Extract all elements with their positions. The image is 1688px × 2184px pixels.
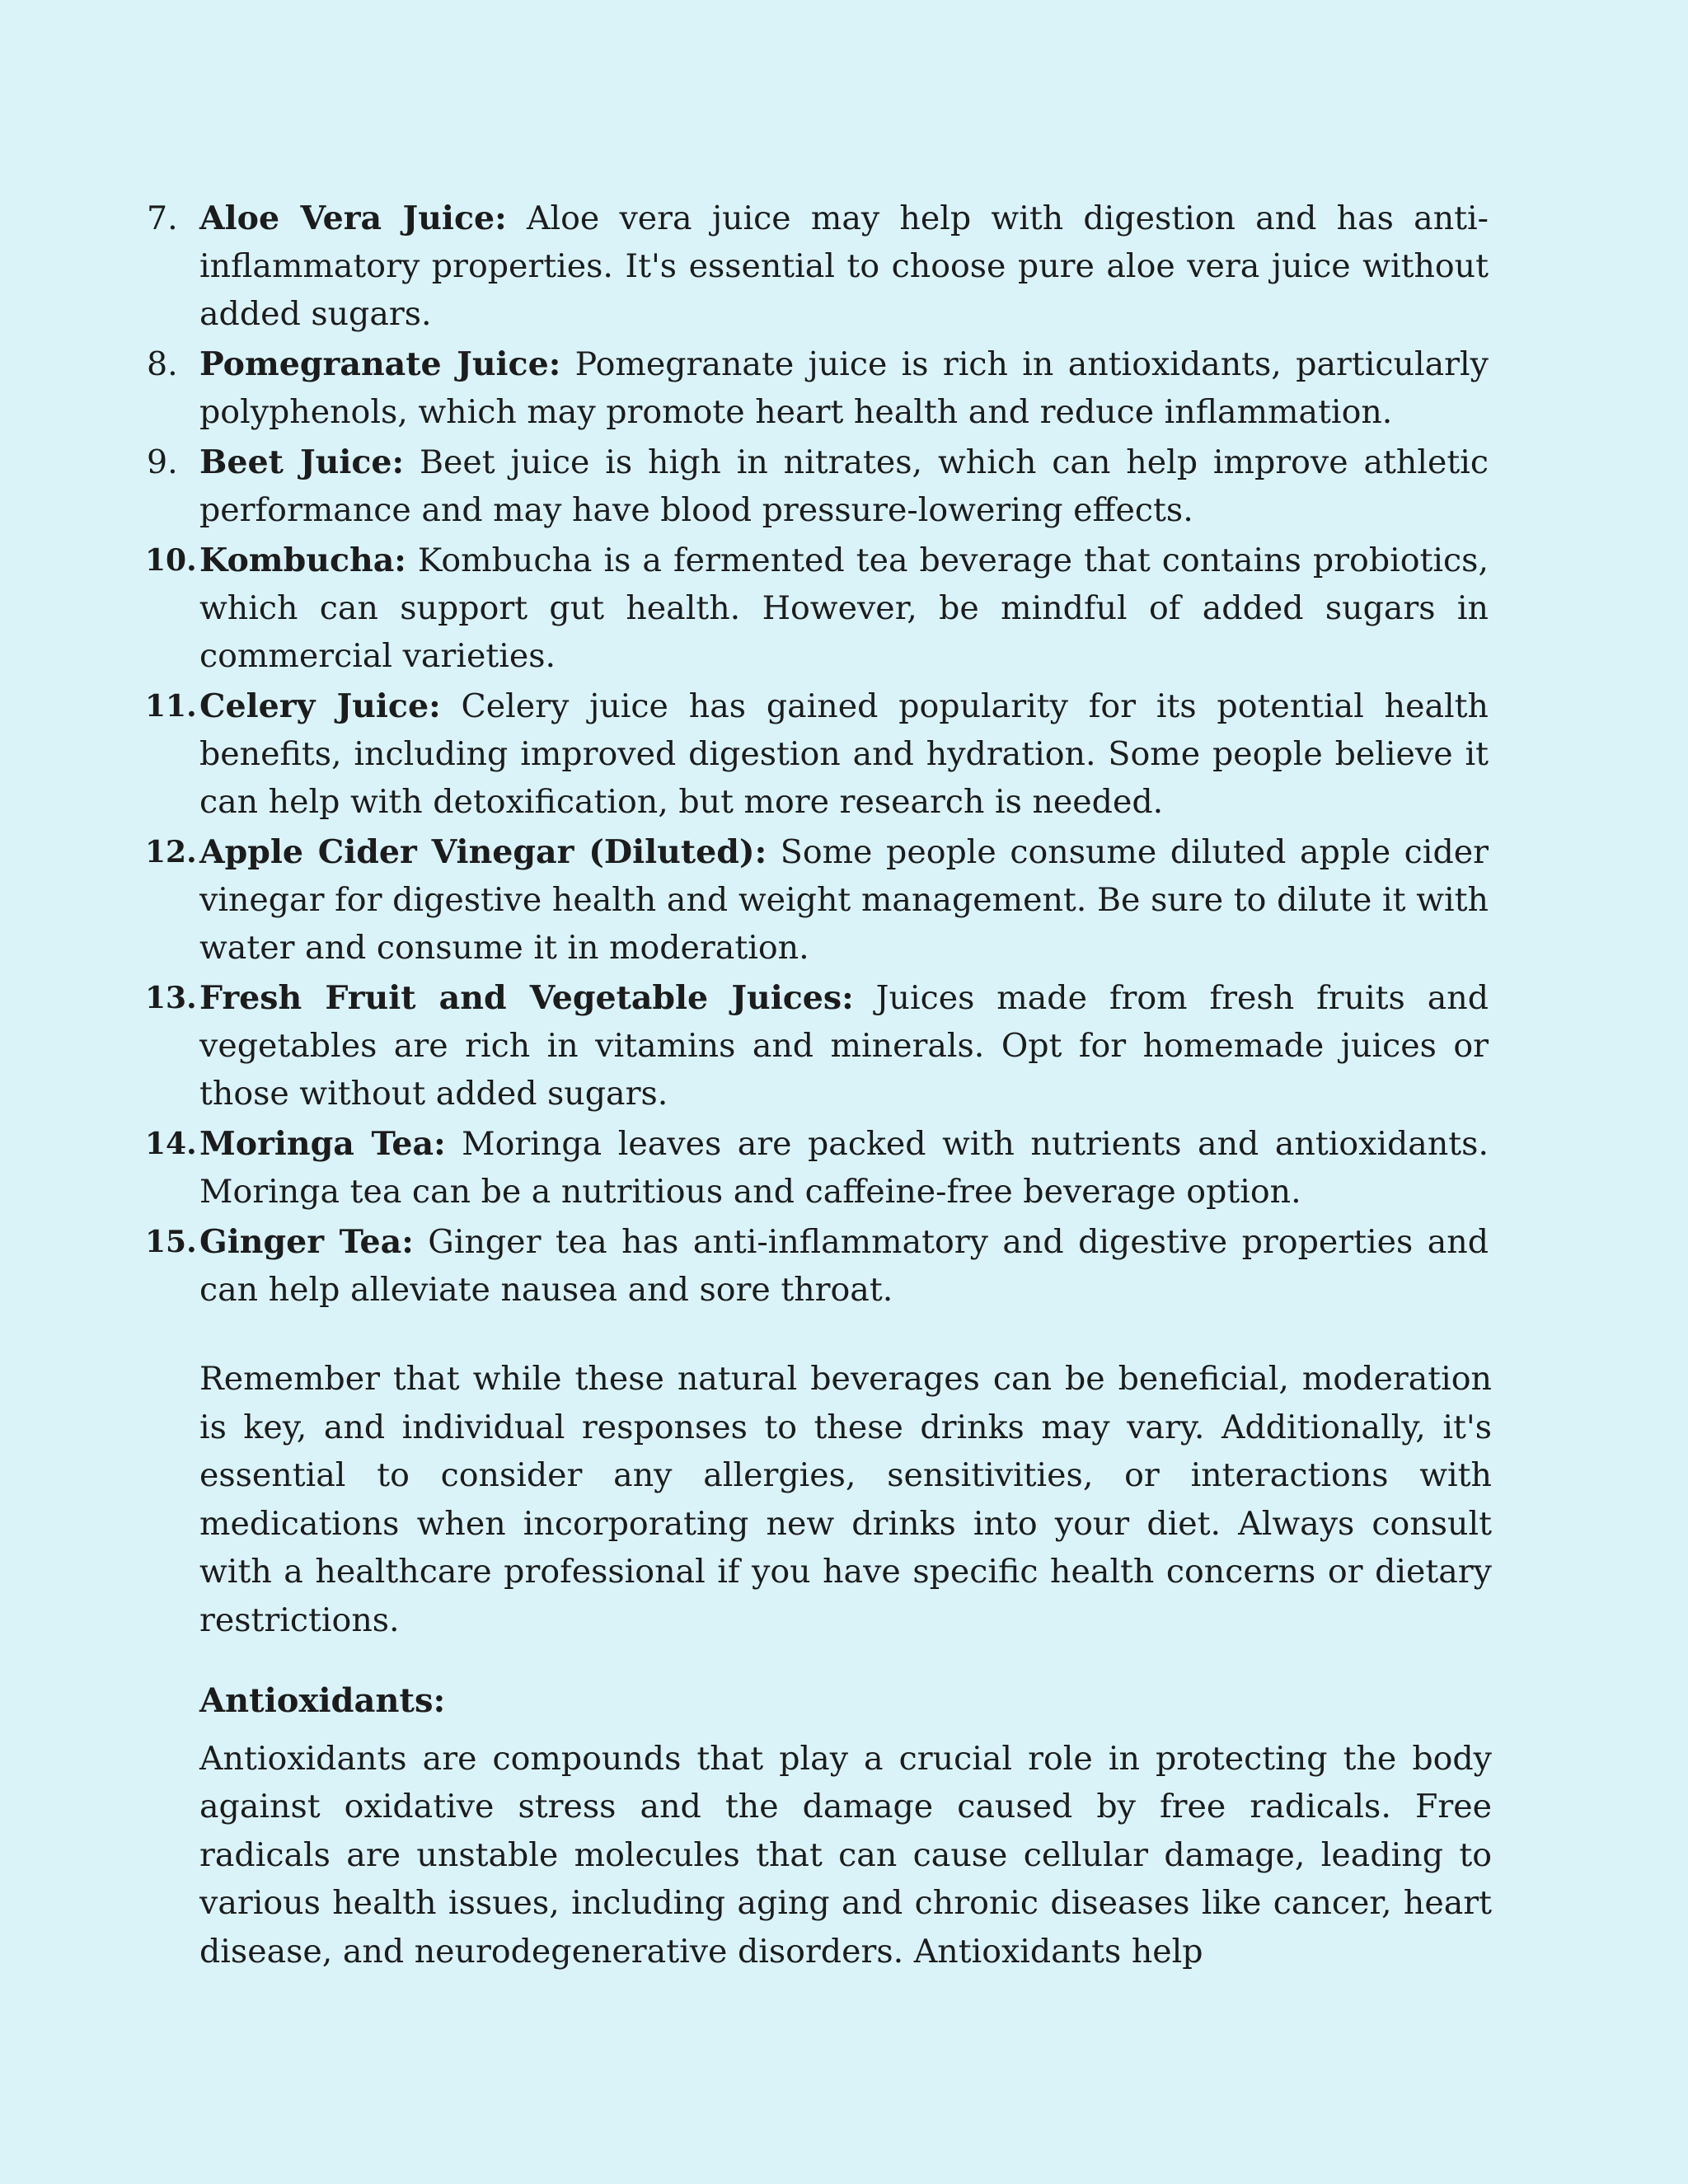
- list-item-number: 10.: [145, 543, 197, 578]
- list-item: [147, 194, 1489, 338]
- list-item-text: Beet juice is high in nitrates, which can help improve athletic performance and may have blood pressure-lowering effects.: [199, 443, 1489, 529]
- list-item-number: 11.: [145, 689, 197, 724]
- list-item-number: 9.: [147, 443, 178, 481]
- list-item-text: Ginger tea has anti-inflammatory and digestive properties and can help alleviate nausea and sore throat.: [199, 1223, 1489, 1309]
- list-item-term: Kombucha:: [199, 541, 406, 579]
- list-item-term: Apple Cider Vinegar (Diluted):: [199, 833, 767, 871]
- list-item-term: Beet Juice:: [199, 443, 405, 481]
- list-item: [145, 1120, 1489, 1216]
- antioxidants-paragraph: Antioxidants are compounds that play a crucial role in protecting the body against oxidative stress and the damage caused by free radicals. Free radicals are unstable molecules that can cause cellular damage, leading to various health issues, including aging and chronic diseases like cancer, heart disease, and neurodegenerative disorders. Antioxidants help: [199, 1739, 1492, 1971]
- list-item: [147, 438, 1489, 534]
- remember-paragraph: Remember that while these natural beverages can be beneficial, moderation is key, and individual responses to these drinks may vary. Additionally, it's essential to consider any allergies, sensitivities, or interactions with medications when incorporating new drinks into your diet. Always consult with a healthcare professional if you have specific health concerns or dietary restrictions.: [199, 1360, 1492, 1639]
- list-item-text: Juices made from fresh fruits and vegetables are rich in vitamins and minerals. Opt for homemade juices or those without added sugars.: [199, 979, 1489, 1113]
- list-item-term: Aloe Vera Juice:: [199, 199, 507, 237]
- list-item-text: Celery juice has gained popularity for its potential health benefits, including improved digestion and hydration. Some people believe it can help with detoxification, but more research is needed.: [199, 687, 1489, 821]
- list-item: [145, 828, 1489, 972]
- list-item: [147, 340, 1489, 436]
- list-item-term: Celery Juice:: [199, 687, 441, 725]
- list-item-text: Aloe vera juice may help with digestion and has anti-inflammatory properties. It's essential to choose pure aloe vera juice without added sugars.: [199, 199, 1489, 333]
- list-item: [145, 682, 1489, 826]
- list-item-term: Moringa Tea:: [199, 1125, 446, 1163]
- list-item-number: 7.: [147, 199, 178, 237]
- list-item-text: Some people consume diluted apple cider vinegar for digestive health and weight management. Be sure to dilute it with water and consume it in moderation.: [199, 833, 1489, 967]
- list-item: [145, 1218, 1489, 1314]
- beverage-list: [0, 194, 1688, 1314]
- list-item: [145, 974, 1489, 1118]
- list-item-text: Pomegranate juice is rich in antioxidants, particularly polyphenols, which may promote heart health and reduce inflammation.: [199, 345, 1489, 431]
- list-item-text: Moringa leaves are packed with nutrients and antioxidants. Moringa tea can be a nutritious and caffeine-free beverage option.: [199, 1125, 1489, 1211]
- list-item-text: Kombucha is a fermented tea beverage that contains probiotics, which can support gut health. However, be mindful of added sugars in commercial varieties.: [199, 541, 1489, 675]
- list-item-number: 14.: [145, 1127, 197, 1161]
- list-item-term: Fresh Fruit and Vegetable Juices:: [199, 979, 854, 1017]
- list-item: [145, 537, 1489, 680]
- list-item-term: Ginger Tea:: [199, 1223, 414, 1261]
- list-item-term: Pomegranate Juice:: [199, 345, 561, 383]
- antioxidants-heading: Antioxidants:: [199, 1680, 446, 1720]
- list-item-number: 13.: [145, 981, 197, 1015]
- list-item-number: 15.: [145, 1225, 197, 1259]
- list-item-number: 12.: [145, 835, 197, 869]
- list-item-number: 8.: [147, 345, 178, 383]
